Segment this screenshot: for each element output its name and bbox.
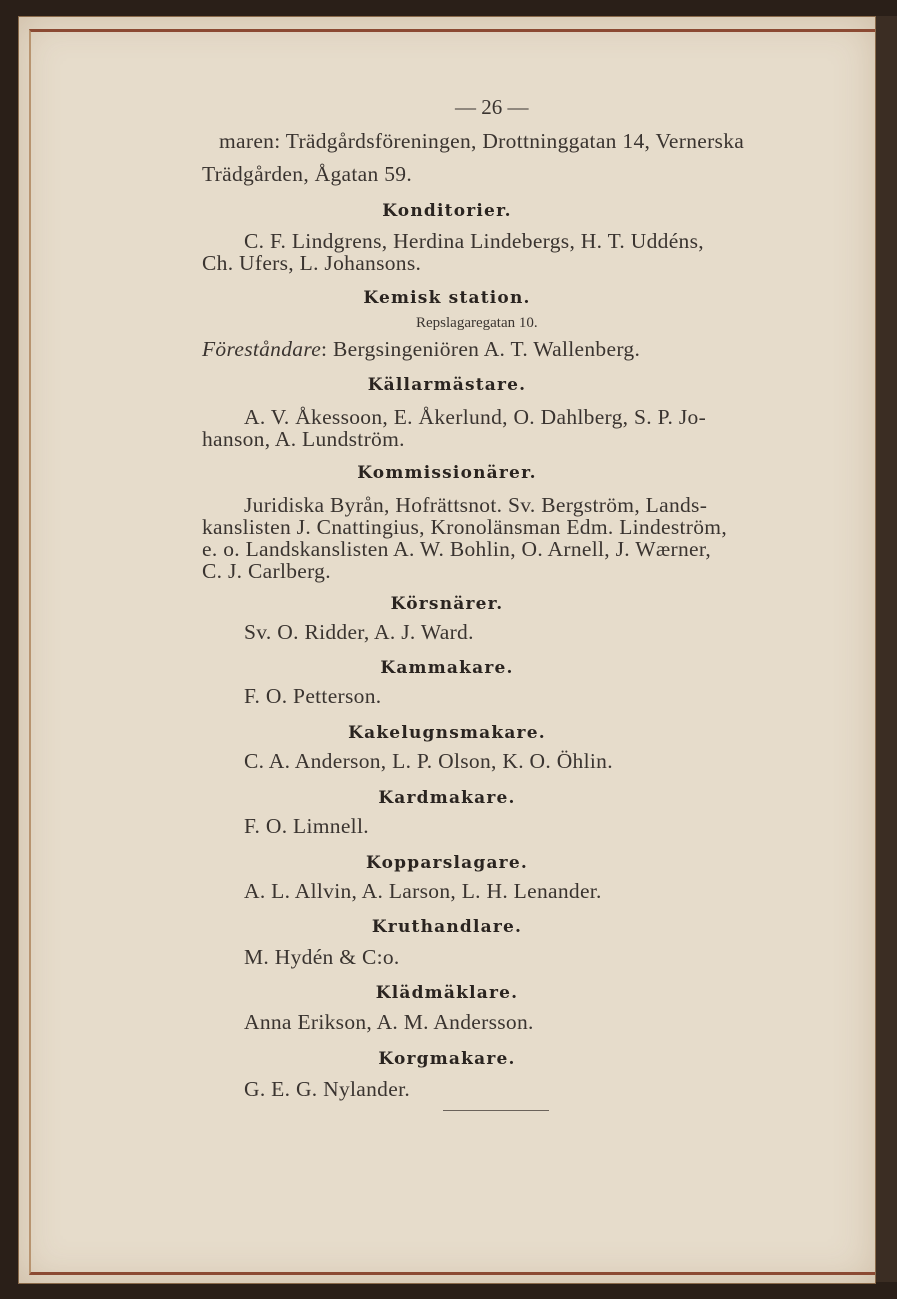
book-spine-edge <box>874 16 897 1282</box>
section-line: F. O. Petterson. <box>244 684 382 708</box>
section-line: Anna Erikson, A. M. Andersson. <box>244 1010 534 1034</box>
intro-line-2: Trädgården, Ågatan 59. <box>202 162 413 186</box>
section-heading-kladmaklare: Klädmäklare. <box>375 983 519 1003</box>
role-label: Föreståndare <box>202 337 322 361</box>
section-heading-kommissionarer: Kommissionärer. <box>357 463 537 483</box>
section-line: M. Hydén & C:o. <box>244 945 400 969</box>
section-line: e. o. Landskanslisten A. W. Bohlin, O. Arnell, J. Wærner, <box>202 537 712 561</box>
section-heading-konditorier: Konditorier. <box>382 201 512 221</box>
section-subline: Repslagaregatan 10. <box>416 315 538 331</box>
section-line: hanson, A. Lundström. <box>202 427 405 451</box>
section-line: Sv. O. Ridder, A. J. Ward. <box>244 620 474 644</box>
section-heading-korsnarer: Körsnärer. <box>390 594 504 614</box>
section-heading-kakelugnsmakare: Kakelugnsmakare. <box>348 723 546 743</box>
page-number: — 26 — <box>455 95 529 119</box>
section-line: A. L. Allvin, A. Larson, L. H. Lenander. <box>244 879 602 903</box>
section-heading-kopparslagare: Kopparslagare. <box>366 853 528 873</box>
section-line: C. J. Carlberg. <box>202 559 331 583</box>
role-text: : Bergsingeniören A. T. Wallenberg. <box>321 337 641 361</box>
section-line: F. O. Limnell. <box>244 814 369 838</box>
section-role-line <box>202 337 640 362</box>
section-line: G. E. G. Nylander. <box>244 1077 411 1101</box>
section-heading-kemisk-station: Kemisk station. <box>363 288 531 308</box>
section-heading-kardmakare: Kardmakare. <box>378 788 516 808</box>
section-heading-korgmakare: Korgmakare. <box>378 1049 516 1069</box>
section-heading-kruthandlare: Kruthandlare. <box>371 917 523 937</box>
section-heading-kallarmastare: Källarmästare. <box>367 375 527 395</box>
book-page <box>18 16 876 1284</box>
end-rule <box>443 1110 549 1111</box>
section-line: A. V. Åkessoon, E. Åkerlund, O. Dahlberg, S. P. Jo- <box>244 405 707 429</box>
intro-line-1: maren: Trädgårdsföreningen, Drottninggatan 14, Vernerska <box>219 129 745 153</box>
section-line: C. F. Lindgrens, Herdina Lindebergs, H. T. Uddéns, <box>244 229 704 253</box>
section-line: C. A. Anderson, L. P. Olson, K. O. Öhlin. <box>244 749 613 773</box>
section-line: Ch. Ufers, L. Johansons. <box>202 251 422 275</box>
section-line: kanslisten J. Cnattingius, Kronolänsman Edm. Lindeström, <box>202 515 727 539</box>
section-heading-kammakare: Kammakare. <box>380 658 514 678</box>
section-line: Juridiska Byrån, Hofrättsnot. Sv. Bergström, Lands- <box>244 493 708 517</box>
